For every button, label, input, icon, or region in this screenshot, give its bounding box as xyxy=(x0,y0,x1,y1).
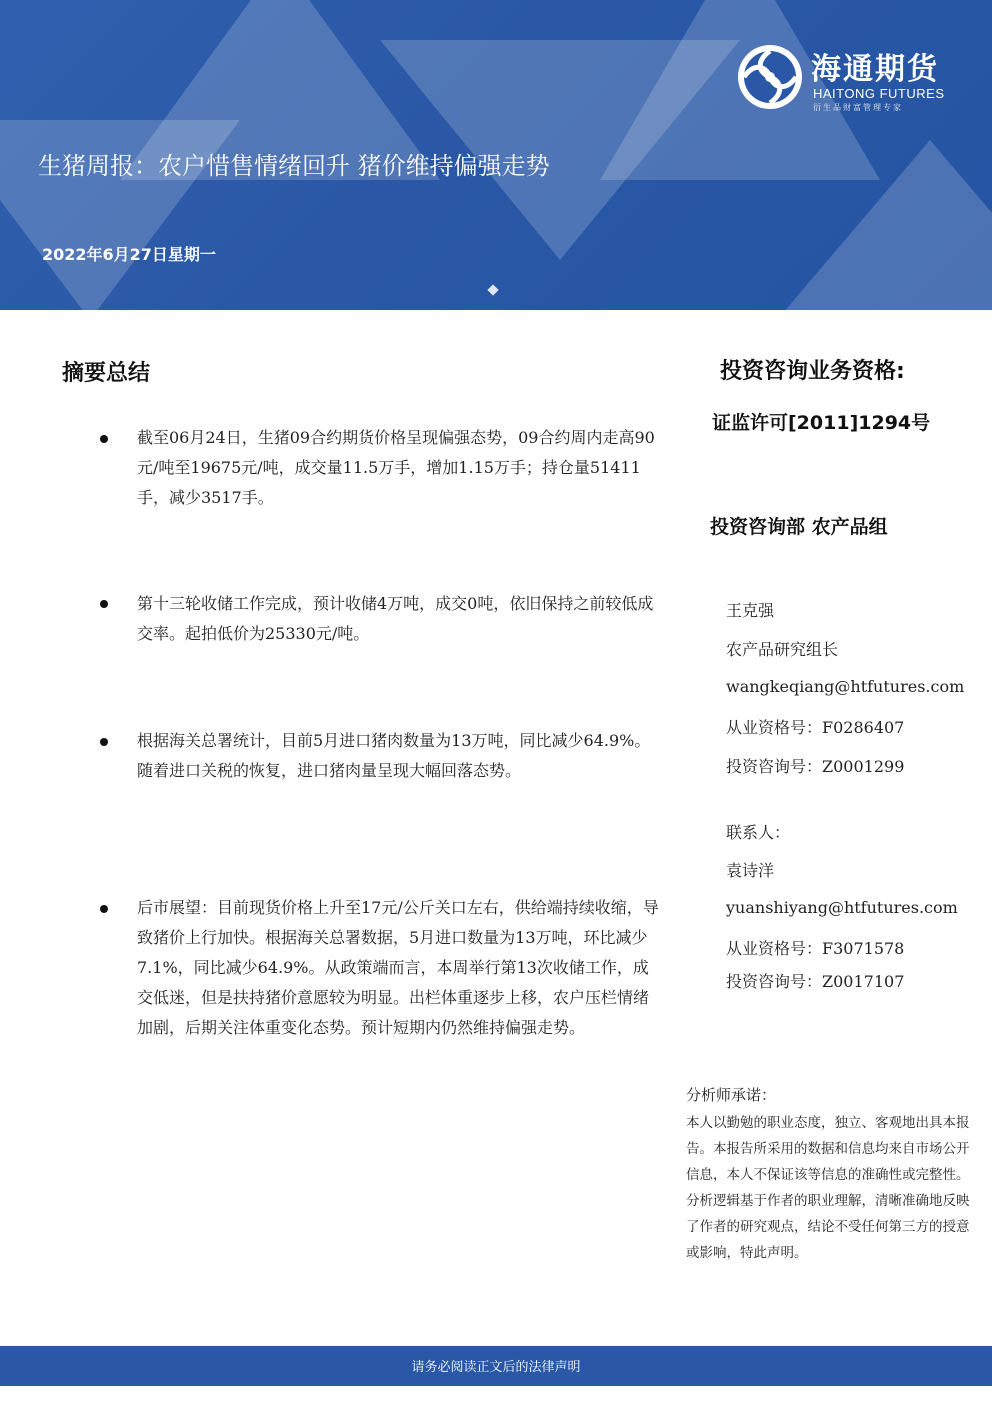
summary-paragraph-1: 截至06月24日，生猪09合约期货价格呈现偏强态势，09合约周内走高90元/吨至19675元/吨，成交量11.5万手，增加1.15万手；持仓量51411手，减少3517手。 xyxy=(137,428,655,507)
report-header xyxy=(0,0,992,310)
summary-heading: 摘要总结 xyxy=(62,361,151,386)
contact-label: 联系人： xyxy=(726,823,791,842)
summary-paragraph-3: 根据海关总署统计，目前5月进口猪肉数量为13万吨，同比减少64.9%。随着进口关税的恢复，进口猪肉量呈现大幅回落态势。 xyxy=(137,731,651,780)
footer-disclaimer: 请务必阅读正文后的法律声明 xyxy=(411,1360,581,1375)
summary-paragraph-4: 后市展望：目前现货价格上升至17元/公斤关口左右，供给端持续收缩，导致猪价上行加快。根据海关总署数据，5月进口数量为13万吨，环比减少7.1%，同比减少64.9%。从政策端而言，本周举行第13次收储工作，成交低迷，但是扶持猪价意愿较为明显。出栏体重逐步上移，农户压栏情绪加剧，后期关注体重变化态势。预计短期内仍然维持偏强走势。 xyxy=(137,898,659,1037)
report-date: 2022年6月27日星期一 xyxy=(42,245,216,264)
summary-paragraph-2: 第十三轮收储工作完成，预计收储4万吨，成交0吨，依旧保持之前较低成交率。起拍低价为25330元/吨。 xyxy=(137,594,654,643)
logo-slogan: 衍生品财富管理专家 xyxy=(813,103,903,112)
department-name: 投资咨询部 农产品组 xyxy=(710,516,888,538)
bullet-icon xyxy=(100,905,108,913)
commitment-body: 本人以勤勉的职业态度，独立、客观地出具本报告。本报告所采用的数据和信息均来自市场公开信息，本人不保证该等信息的准确性或完整性。分析逻辑基于作者的职业理解，清晰准确地反映了作者的研究观点，结论不受任何第三方的授意或影响，特此声明。 xyxy=(686,1115,970,1261)
bullet-icon xyxy=(100,435,108,443)
logo-chinese-name: 海通期货 xyxy=(811,52,939,87)
analyst-consult: 投资咨询号：Z0001299 xyxy=(726,757,905,776)
analyst-cert: 从业资格号：F0286407 xyxy=(726,718,905,737)
license-number: 证监许可[2011]1294号 xyxy=(712,412,931,434)
analyst-email: wangkeqiang@htfutures.com xyxy=(726,677,965,696)
company-logo xyxy=(735,42,955,114)
report-title: 生猪周报：农户惜售情绪回升 猪价维持偏强走势 xyxy=(38,152,550,180)
contact-email: yuanshiyang@htfutures.com xyxy=(726,898,958,917)
analyst-role: 农产品研究组长 xyxy=(726,640,839,659)
haitong-logo-icon xyxy=(735,42,805,112)
contact-cert: 从业资格号：F3071578 xyxy=(726,939,905,958)
contact-consult: 投资咨询号：Z0017107 xyxy=(726,972,905,991)
logo-english-name: HAITONG FUTURES xyxy=(813,86,945,101)
analyst-name: 王克强 xyxy=(726,601,775,620)
commitment-title: 分析师承诺： xyxy=(686,1086,777,1104)
qualification-title: 投资咨询业务资格: xyxy=(720,359,905,384)
contact-name: 袁诗洋 xyxy=(726,861,775,880)
bullet-icon xyxy=(100,738,108,746)
diamond-divider-icon xyxy=(487,284,498,295)
footer-bar xyxy=(0,1346,992,1386)
bullet-icon xyxy=(100,600,108,608)
